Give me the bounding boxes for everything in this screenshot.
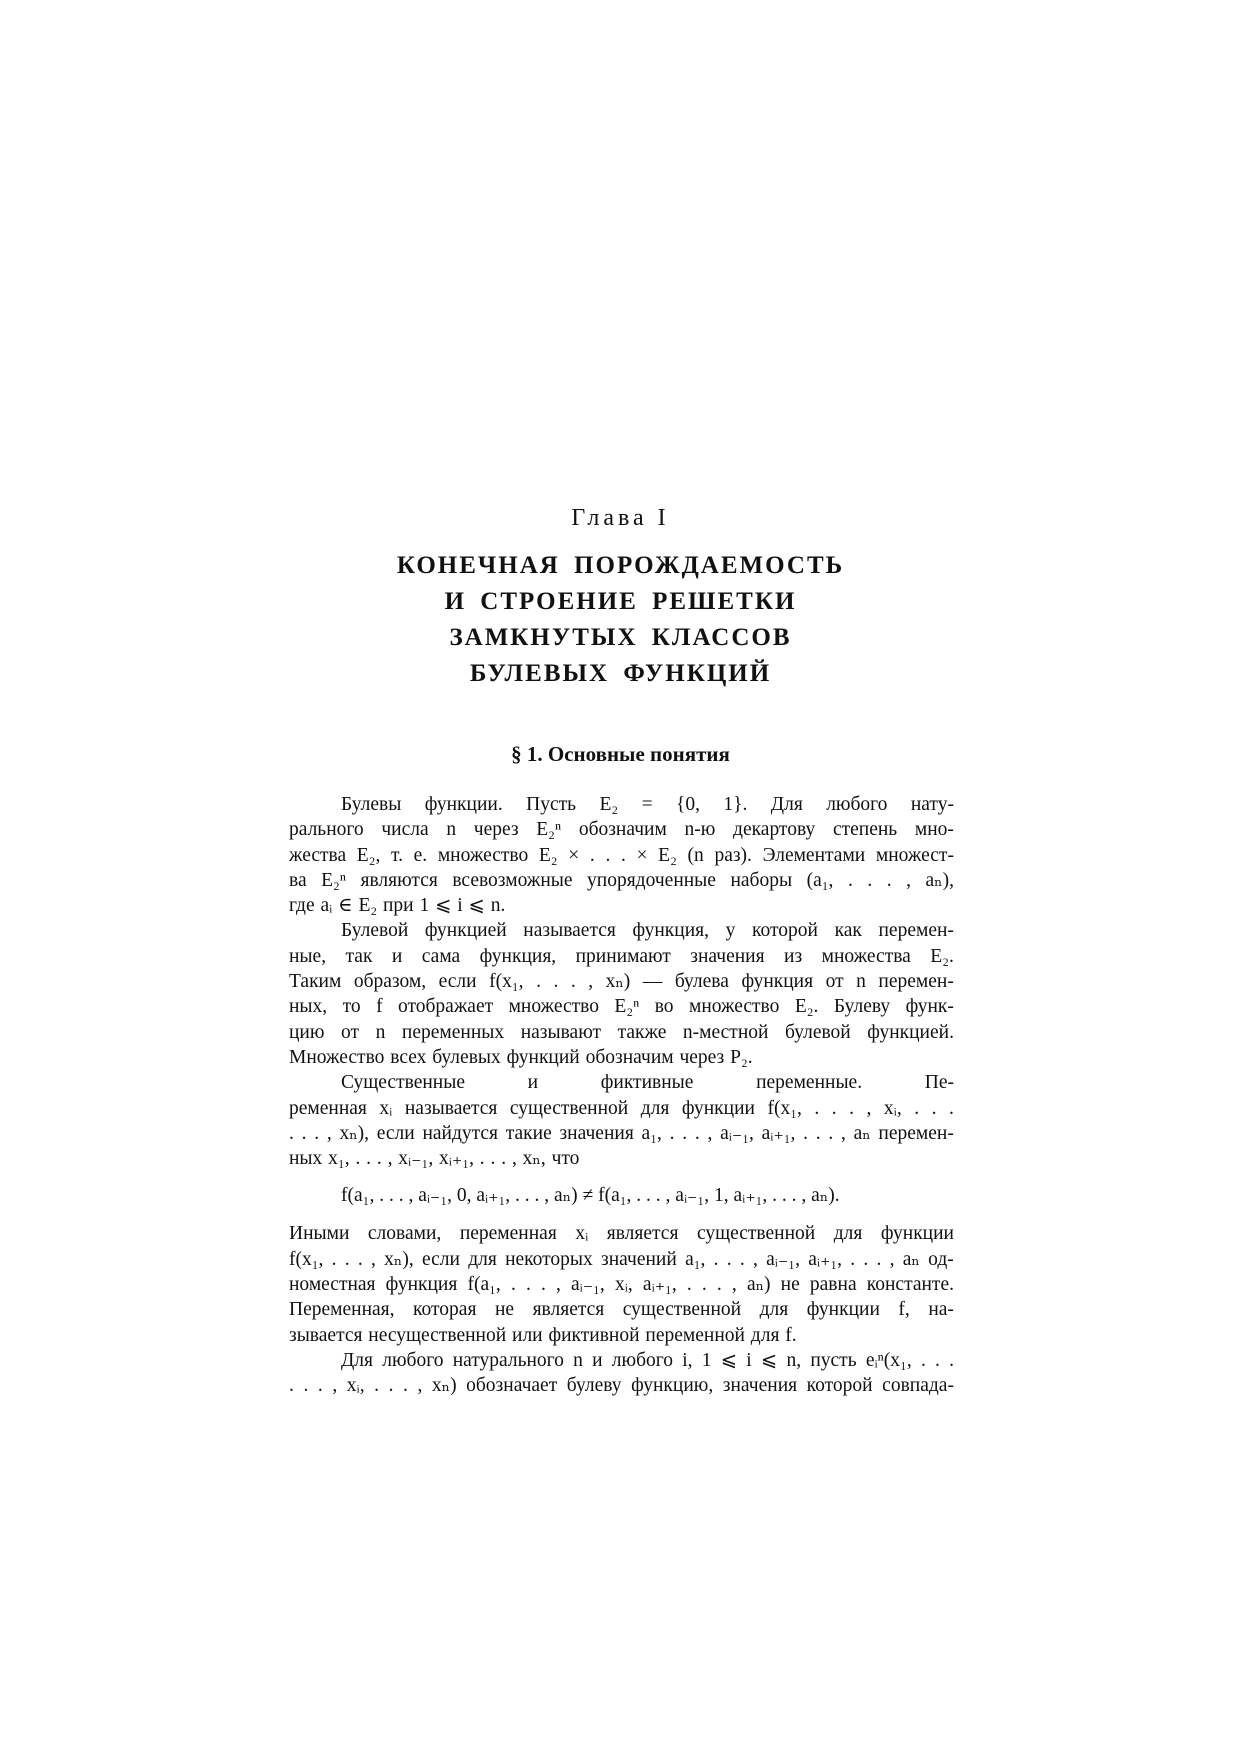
text-line: где aᵢ ∈ E₂ при 1 ⩽ i ⩽ n. (289, 895, 506, 917)
text-line: ва E₂ⁿ являются всевозможные упорядоченные наборы (a₁, . . . , aₙ), (289, 869, 954, 891)
text-line: Переменная, которая не является существенной для функции f, на- (289, 1299, 954, 1321)
text-line: цию от n переменных называют также n-местной булевой функцией. (289, 1021, 954, 1043)
paragraph-essential-variables (289, 1070, 954, 1171)
chapter-title (0, 548, 1241, 692)
text-line: . . . , xₙ), если найдутся такие значения a₁, . . . , aᵢ₋₁, aᵢ₊₁, . . . , aₙ перемен- (289, 1122, 954, 1144)
paragraph-selector-functions (289, 1348, 954, 1399)
chapter-title-line: ЗАМКНУТЫХ КЛАССОВ (449, 624, 792, 651)
chapter-title-line: БУЛЕВЫХ ФУНКЦИЙ (469, 660, 772, 687)
text-line: Булевой функцией называется функция, у которой как перемен- (341, 920, 954, 942)
display-formula: f(a₁, . . . , aᵢ₋₁, 0, aᵢ₊₁, . . . , aₙ) ≠ f(a₁, . . . , aᵢ₋₁, 1, aᵢ₊₁, . . . , aₙ). (341, 1185, 840, 1207)
section-title: § 1. Основные понятия (511, 742, 730, 766)
paragraph-boolean-function-definition (289, 918, 954, 1070)
text-line: ных x₁, . . . , xᵢ₋₁, xᵢ₊₁, . . . , xₙ, что (289, 1148, 580, 1170)
chapter-label: Глава I (571, 505, 670, 531)
text-line: . . . , xᵢ, . . . , xₙ) обозначает булеву функцию, значения которой совпада- (289, 1375, 954, 1397)
text-line: номестная функция f(a₁, . . . , aᵢ₋₁, xᵢ, aᵢ₊₁, . . . , aₙ) не равна константе. (289, 1274, 954, 1296)
text-line: ные, так и сама функция, принимают значения из множества E₂. (289, 945, 954, 967)
text-line: Для любого натурального n и любого i, 1 ⩽ i ⩽ n, пусть eᵢⁿ(x₁, . . . (341, 1349, 954, 1371)
chapter-title-line: И СТРОЕНИЕ РЕШЕТКИ (444, 588, 797, 615)
paragraph-inessential-variables (289, 1221, 954, 1347)
body-text (289, 792, 954, 1399)
text-line: Таким образом, если f(x₁, . . . , xₙ) — булева функция от n перемен- (289, 971, 954, 993)
text-line: жества E₂, т. е. множество E₂ × . . . × E₂ (n раз). Элементами множест- (289, 844, 954, 866)
chapter-title-line: КОНЕЧНАЯ ПОРОЖДАЕМОСТЬ (396, 552, 845, 579)
text-line: Множество всех булевых функций обозначим через P₂. (289, 1046, 753, 1068)
text-line: рального числа n через E₂ⁿ обозначим n-ю декартову степень мно- (289, 819, 954, 841)
paragraph-boolean-functions (289, 792, 954, 918)
text-line: Иными словами, переменная xᵢ является существенной для функции (289, 1223, 954, 1245)
text-line: f(x₁, . . . , xₙ), если для некоторых значений a₁, . . . , aᵢ₋₁, aᵢ₊₁, . . . , aₙ од- (289, 1248, 954, 1270)
text-line: Существенные и фиктивные переменные. Пе- (341, 1072, 954, 1094)
text-line: ременная xᵢ называется существенной для функции f(x₁, . . . , xᵢ, . . . (289, 1097, 954, 1119)
text-line: ных, то f отображает множество E₂ⁿ во множество E₂. Булеву функ- (289, 996, 954, 1018)
text-line: Булевы функции. Пусть E₂ = {0, 1}. Для любого нату- (341, 794, 954, 815)
text-line: зывается несущественной или фиктивной переменной для f. (289, 1324, 797, 1346)
